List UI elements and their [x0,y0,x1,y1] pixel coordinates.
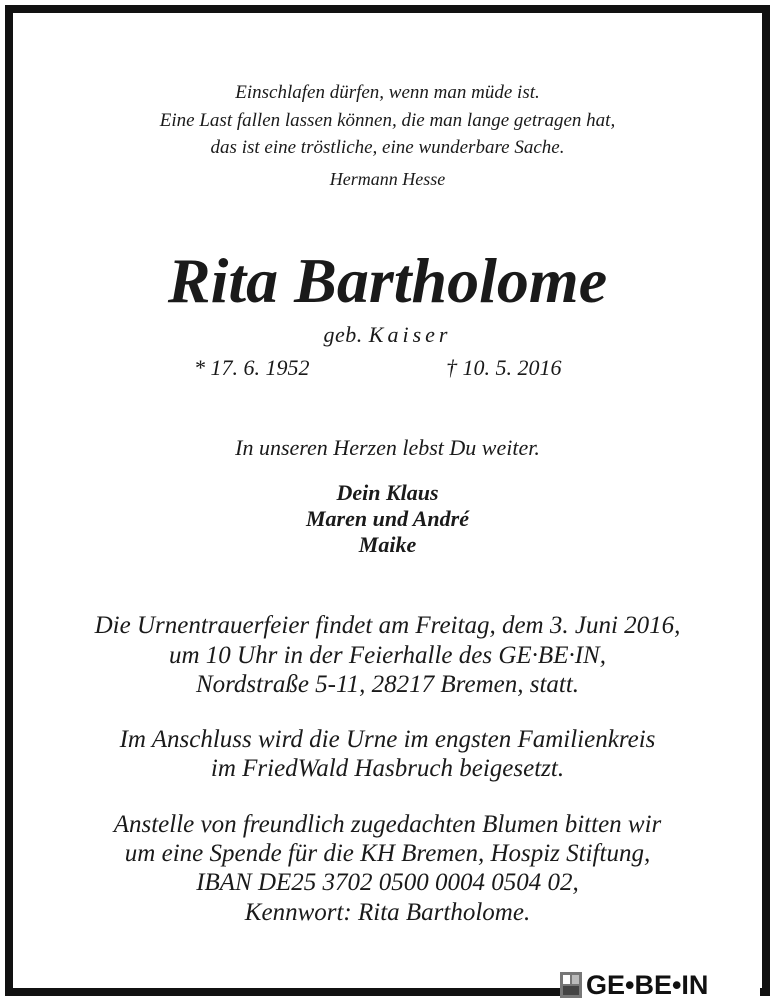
poem-line: Eine Last fallen lassen können, die man lange getragen hat, [159,110,616,131]
family-member: Dein Klaus [336,480,439,505]
donation-line: Anstelle von freundlich zugedachten Blumen bitten wir [113,811,662,838]
donation-line: Kennwort: Rita Bartholome. [244,899,531,926]
family-member: Maike [358,532,417,557]
logo-text: GE•BE•IN [586,969,709,1000]
gebein-logo [560,970,760,1000]
poem-line: Einschlafen dürfen, wenn man müde ist. [235,82,540,103]
logo-mark-icon [560,972,582,998]
motto: In unseren Herzen lebst Du weiter. [235,435,540,460]
maiden-name [0,322,775,348]
death-date: † 10. 5. 2016 [446,355,562,380]
maiden-prefix: geb. [323,322,363,347]
donation-line: IBAN DE25 3702 0500 0004 0504 02, [196,869,579,896]
ceremony-line: Nordstraße 5-11, 28217 Bremen, statt. [195,671,580,698]
burial-line: im FriedWald Hasbruch beigesetzt. [210,755,565,782]
burial-line: Im Anschluss wird die Urne im engsten Familienkreis [119,726,656,753]
ceremony-line: um 10 Uhr in der Feierhalle des GE·BE·IN, [169,642,606,669]
poem-line: das ist eine tröstliche, eine wunderbare Sache. [210,137,565,158]
poem-author: Hermann Hesse [329,169,446,189]
donation-line: um eine Spende für die KH Bremen, Hospiz Stiftung, [124,840,651,867]
maiden-surname: Kaiser [368,322,452,347]
family-member: Maren und André [305,506,469,531]
ceremony-line: Die Urnentrauerfeier findet am Freitag, dem 3. Juni 2016, [94,612,681,639]
deceased-name: Rita Bartholome [167,245,608,316]
birth-date: * 17. 6. 1952 [194,355,310,380]
